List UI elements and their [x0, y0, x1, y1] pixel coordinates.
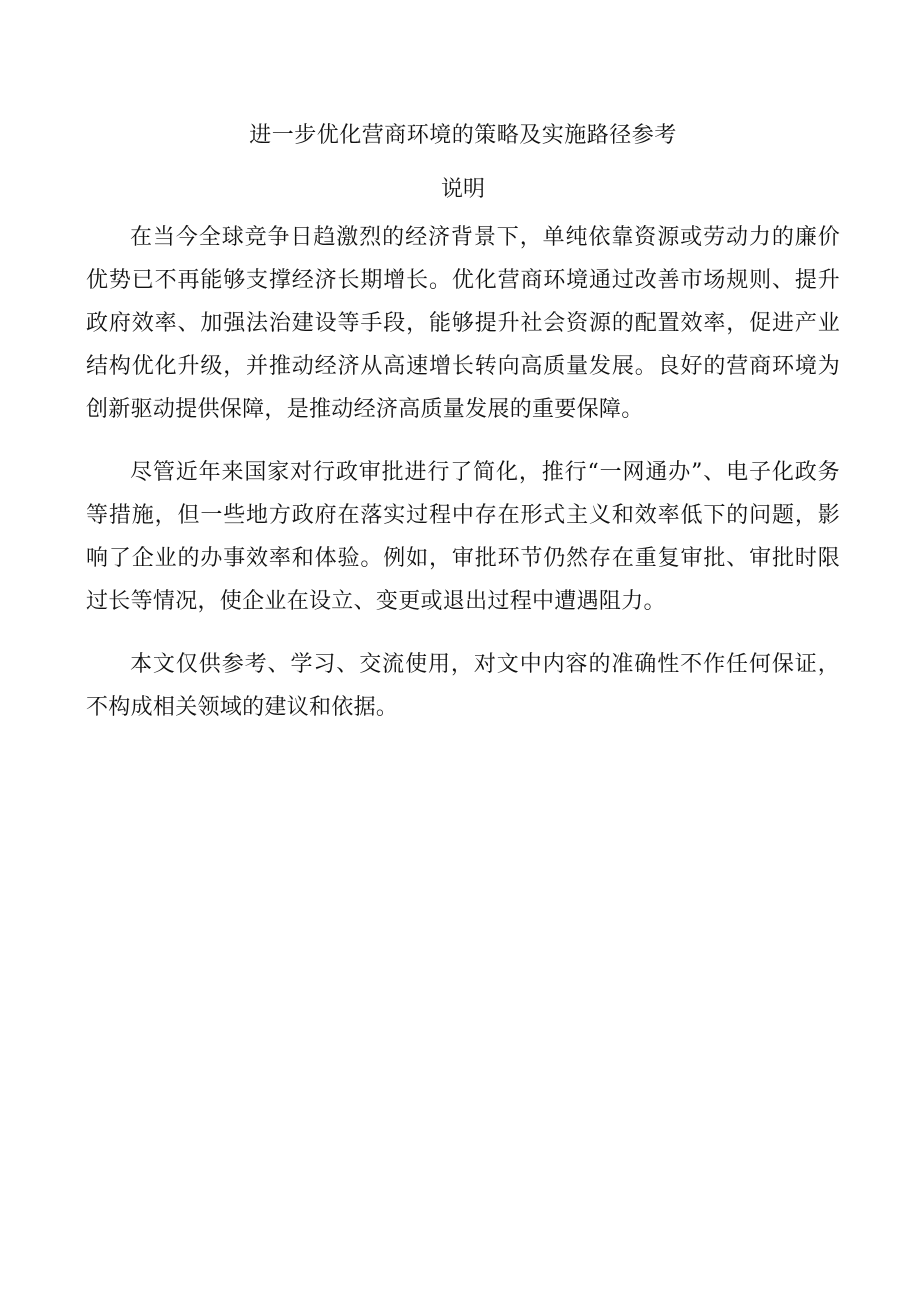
paragraph-1: 在当今全球竞争日趋激烈的经济背景下，单纯依靠资源或劳动力的廉价优势已不再能够支撑经济长期增长。优化营商环境通过改善市场规则、提升政府效率、加强法治建设等手段，能够提升社会资源的配置效率，促进产业结构优化升级，并推动经济从高速增长转向高质量发展。良好的营商环境为创新驱动提供保障，是推动经济高质量发展的重要保障。	[86, 225, 840, 422]
document-subtitle: 说明	[440, 177, 485, 202]
paragraph-2: 尽管近年来国家对行政审批进行了简化，推行“一网通办”、电子化政务等措施，但一些地方政府在落实过程中存在形式主义和效率低下的问题，影响了企业的办事效率和体验。例如，审批环节仍然存在重复审批、审批时限过长等情况，使企业在设立、变更或退出过程中遭遇阻力。	[86, 460, 840, 614]
paragraph-3: 本文仅供参考、学习、交流使用，对文中内容的准确性不作任何保证，不构成相关领域的建议和依据。	[86, 652, 840, 720]
document-title: 进一步优化营商环境的策略及实施路径参考	[249, 123, 677, 148]
